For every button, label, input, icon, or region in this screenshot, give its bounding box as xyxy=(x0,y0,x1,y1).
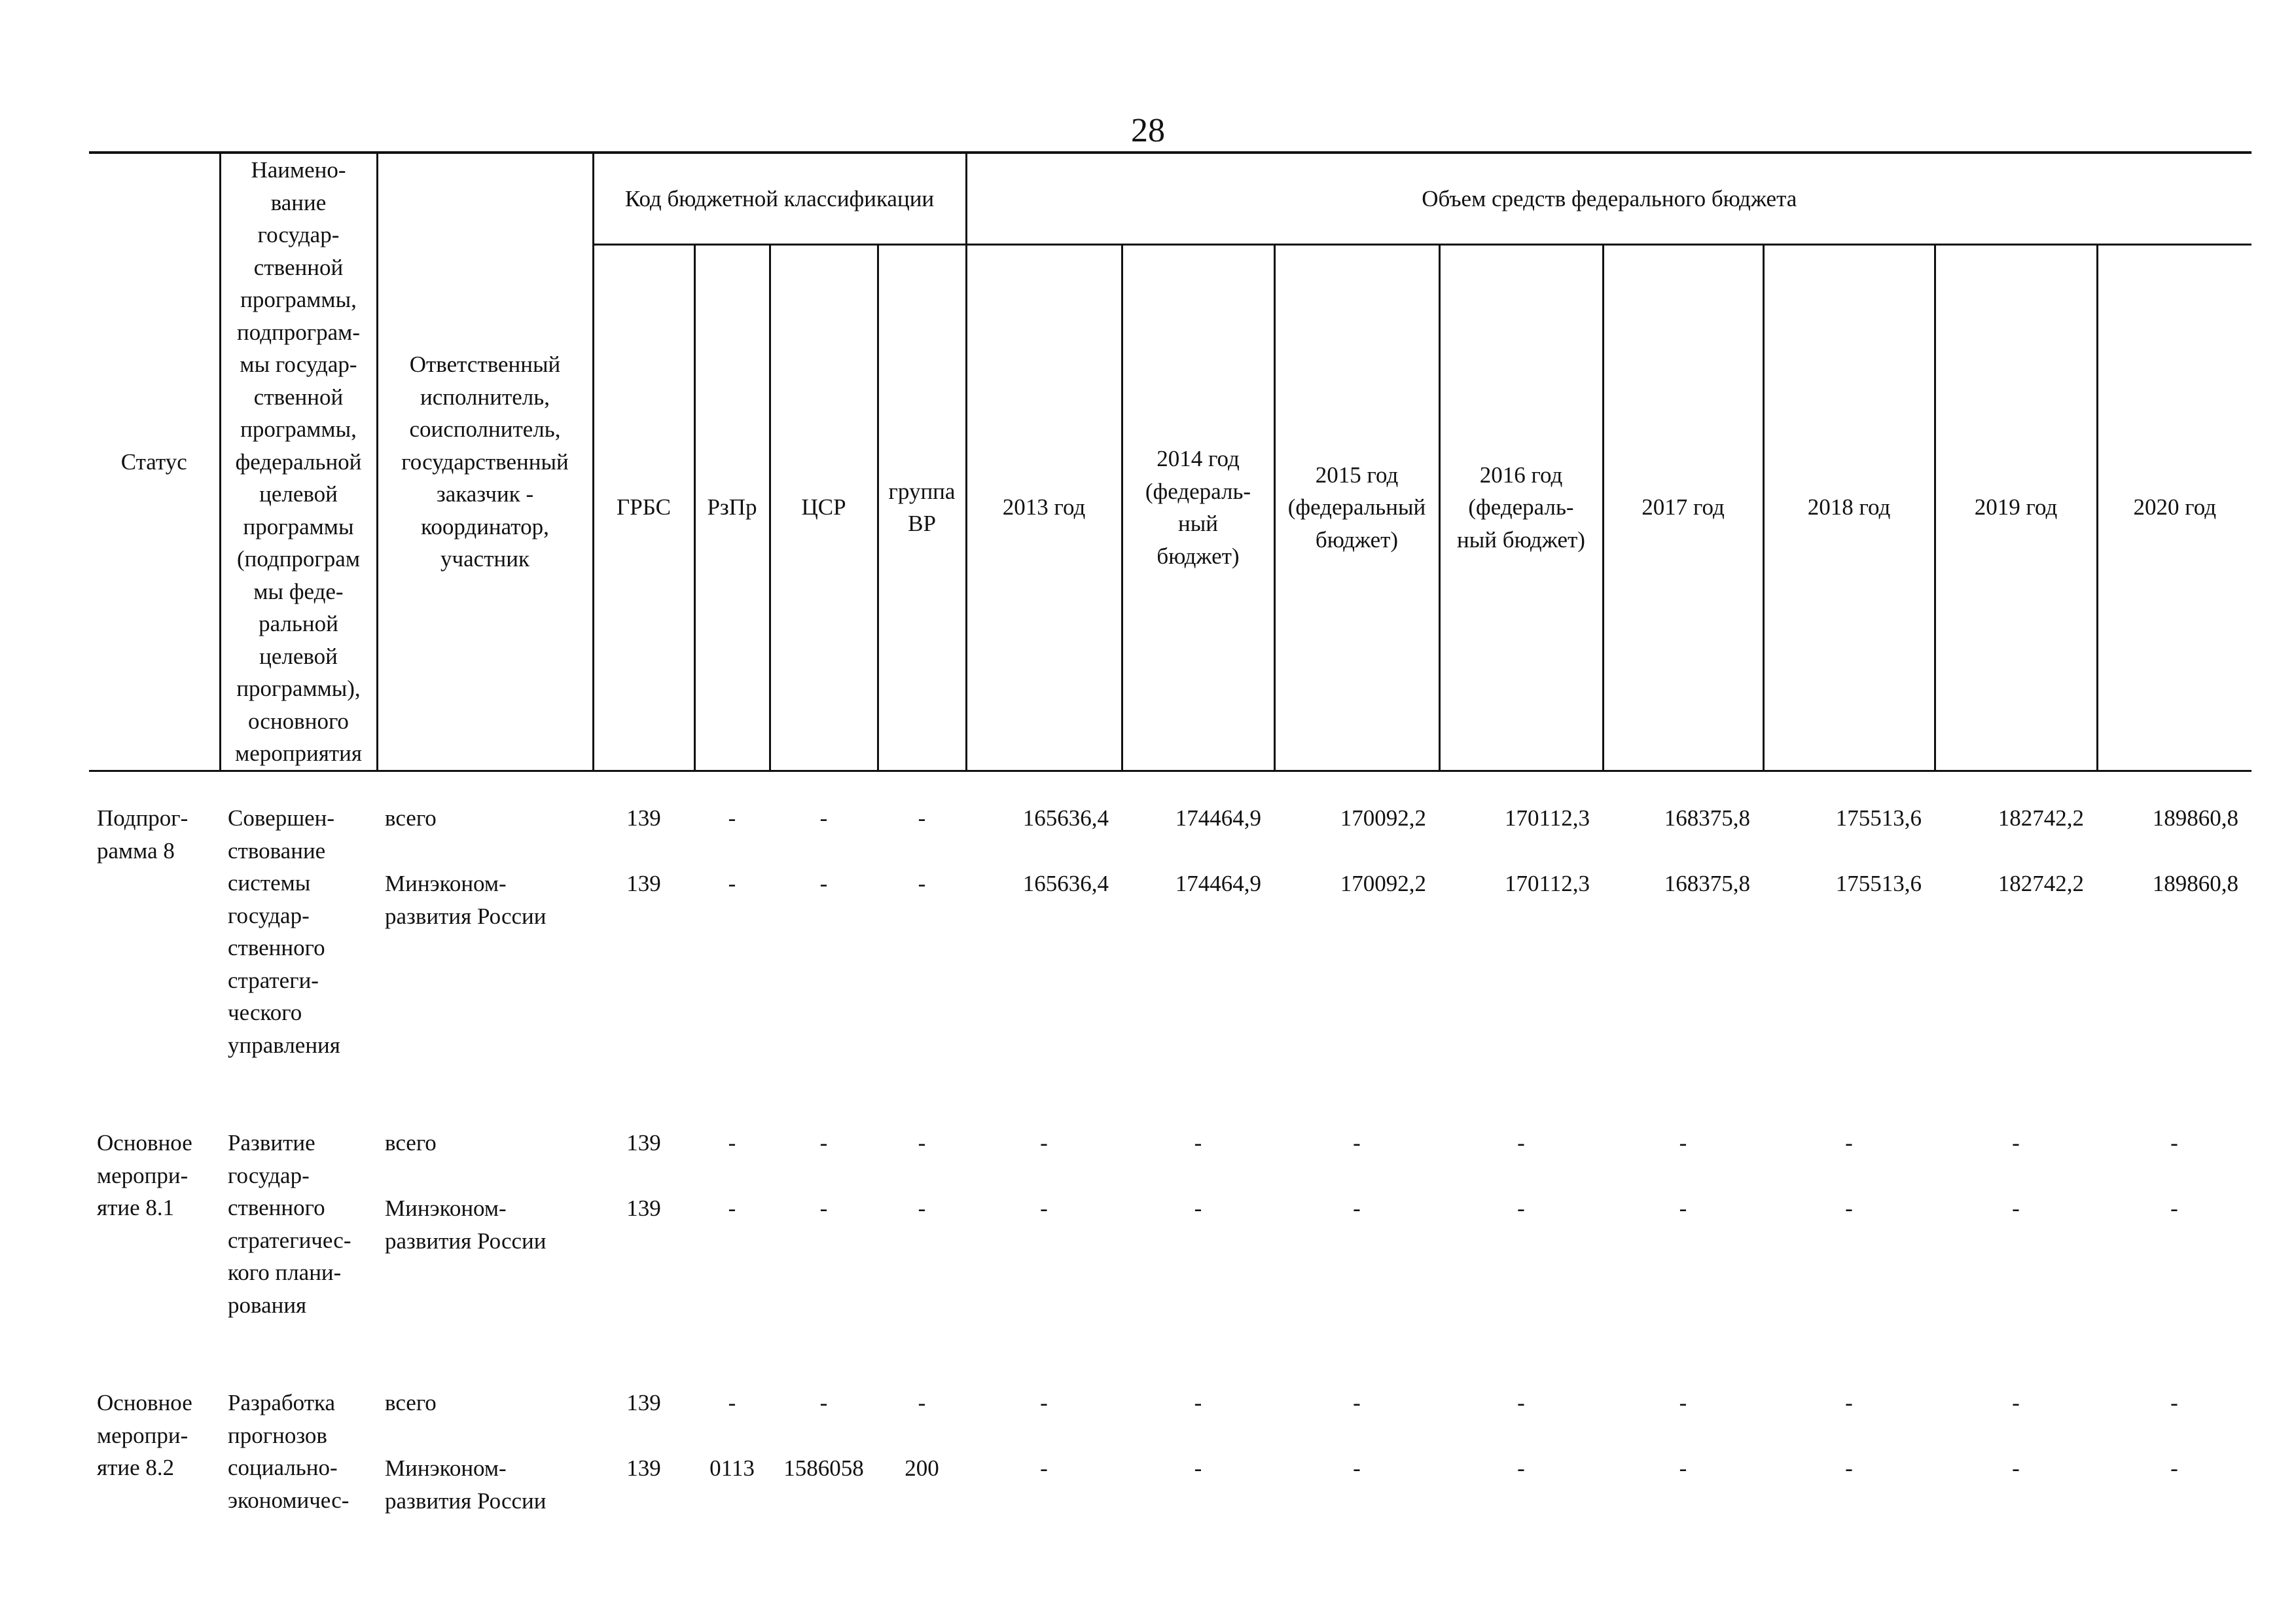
row-value-2017: - xyxy=(1679,1195,1687,1221)
row-rzpr: - xyxy=(728,871,736,896)
row-value-2016: 170112,3 xyxy=(1505,871,1590,896)
row-responsible: Минэконом- развития России xyxy=(385,1195,547,1254)
table-body xyxy=(89,802,2251,1517)
row-status: Подпрог- рамма 8 xyxy=(97,805,188,864)
row-value-2014: - xyxy=(1194,1390,1202,1415)
row-value-2020: - xyxy=(2170,1130,2178,1156)
row-value-2015: - xyxy=(1353,1195,1361,1221)
header-year-2015: 2015 год (федеральный бюджет) xyxy=(1274,244,1439,771)
header-csr: ЦСР xyxy=(770,244,878,771)
table-header xyxy=(89,151,2251,772)
table-row xyxy=(89,1192,2251,1321)
row-value-2017: 168375,8 xyxy=(1664,871,1750,896)
row-value-2018: - xyxy=(1845,1130,1853,1156)
row-grbs: 139 xyxy=(626,1195,661,1221)
row-value-2019: - xyxy=(2012,1195,2020,1221)
header-year-2017: 2017 год xyxy=(1603,244,1763,771)
row-value-2015: 170092,2 xyxy=(1340,871,1426,896)
row-spacer xyxy=(89,1321,2251,1387)
row-value-2013: - xyxy=(1040,1130,1048,1156)
header-budget-volume: Объем средств федерального бюджета xyxy=(966,153,2251,244)
row-vr: - xyxy=(918,1130,926,1156)
row-grbs: 139 xyxy=(626,805,661,831)
row-responsible: всего xyxy=(385,1390,437,1415)
row-status: Основное меропри- ятие 8.1 xyxy=(97,1130,192,1220)
row-value-2014: 174464,9 xyxy=(1175,805,1261,831)
table-row xyxy=(89,1387,2251,1452)
row-value-2017: 168375,8 xyxy=(1664,805,1750,831)
row-value-2017: - xyxy=(1679,1130,1687,1156)
row-value-2019: 182742,2 xyxy=(1998,805,2084,831)
row-csr: 1586058 xyxy=(783,1455,864,1481)
header-grbs: ГРБС xyxy=(593,244,694,771)
row-value-2016: - xyxy=(1517,1195,1525,1221)
table-row xyxy=(89,1452,2251,1517)
header-year-2013: 2013 год xyxy=(966,244,1122,771)
row-csr: - xyxy=(819,1130,828,1156)
row-value-2019: 182742,2 xyxy=(1998,871,2084,896)
row-rzpr: - xyxy=(728,1390,736,1415)
row-value-2019: - xyxy=(2012,1130,2020,1156)
row-value-2019: - xyxy=(2012,1390,2020,1415)
row-responsible: всего xyxy=(385,805,437,831)
row-grbs: 139 xyxy=(626,1130,661,1156)
row-value-2014: - xyxy=(1194,1455,1202,1481)
table-row xyxy=(89,802,2251,867)
row-rzpr: - xyxy=(728,1195,736,1221)
row-value-2018: - xyxy=(1845,1390,1853,1415)
row-vr: - xyxy=(918,805,926,831)
row-value-2020: - xyxy=(2170,1455,2178,1481)
row-vr: - xyxy=(918,1390,926,1415)
row-name: Совершен- ствование системы государ- ственного стратеги- ческого управления xyxy=(228,805,340,1058)
row-spacer xyxy=(89,1061,2251,1127)
row-value-2015: - xyxy=(1353,1130,1361,1156)
row-value-2018: - xyxy=(1845,1455,1853,1481)
header-rzpr: РзПр xyxy=(694,244,770,771)
header-responsible: Ответственный исполнитель, соисполнитель, государственный заказчик - координатор, участник xyxy=(377,153,593,771)
row-value-2020: - xyxy=(2170,1390,2178,1415)
row-value-2013: 165636,4 xyxy=(1022,805,1109,831)
row-value-2016: - xyxy=(1517,1390,1525,1415)
header-year-2018: 2018 год xyxy=(1763,244,1935,771)
row-grbs: 139 xyxy=(626,1455,661,1481)
row-name: Разработка прогнозов социально- экономичес- xyxy=(228,1390,350,1513)
row-value-2013: - xyxy=(1040,1455,1048,1481)
header-year-2014: 2014 год (федераль- ный бюджет) xyxy=(1122,244,1274,771)
row-value-2014: - xyxy=(1194,1130,1202,1156)
row-responsible: Минэконом- развития России xyxy=(385,871,547,929)
row-rzpr: 0113 xyxy=(709,1455,755,1481)
row-value-2017: - xyxy=(1679,1390,1687,1415)
table-row xyxy=(89,1127,2251,1192)
header-year-2016: 2016 год (федераль- ный бюджет) xyxy=(1439,244,1603,771)
row-vr: - xyxy=(918,871,926,896)
row-grbs: 139 xyxy=(626,1390,661,1415)
row-grbs: 139 xyxy=(626,871,661,896)
row-value-2020: 189860,8 xyxy=(2152,871,2238,896)
header-vr: группа ВР xyxy=(878,244,966,771)
row-value-2018: - xyxy=(1845,1195,1853,1221)
header-status: Статус xyxy=(89,153,220,771)
header-name: Наимено- вание государ- ственной программы, подпрограм- мы государ- ственной программы, федеральной целевой программы (подпрограм мы феде- ральной целевой программы), основного мероприятия xyxy=(220,153,377,771)
header-year-2020: 2020 год xyxy=(2097,244,2251,771)
row-value-2017: - xyxy=(1679,1455,1687,1481)
row-value-2019: - xyxy=(2012,1455,2020,1481)
row-csr: - xyxy=(819,871,828,896)
row-value-2015: 170092,2 xyxy=(1340,805,1426,831)
row-value-2018: 175513,6 xyxy=(1835,805,1922,831)
row-value-2015: - xyxy=(1353,1455,1361,1481)
row-vr: 200 xyxy=(905,1455,939,1481)
row-value-2016: - xyxy=(1517,1130,1525,1156)
row-responsible: всего xyxy=(385,1130,437,1156)
row-responsible: Минэконом- развития России xyxy=(385,1455,547,1514)
header-year-2019: 2019 год xyxy=(1935,244,2097,771)
row-rzpr: - xyxy=(728,1130,736,1156)
row-value-2013: - xyxy=(1040,1390,1048,1415)
row-status: Основное меропри- ятие 8.2 xyxy=(97,1390,192,1480)
header-budget-code: Код бюджетной классификации xyxy=(593,153,966,244)
row-value-2014: 174464,9 xyxy=(1175,871,1261,896)
row-value-2015: - xyxy=(1353,1390,1361,1415)
row-value-2020: - xyxy=(2170,1195,2178,1221)
row-name: Развитие государ- ственного стратегичес- кого плани- рования xyxy=(228,1130,351,1318)
page-number: 28 xyxy=(1131,112,1165,149)
row-value-2016: - xyxy=(1517,1455,1525,1481)
row-value-2018: 175513,6 xyxy=(1835,871,1922,896)
row-vr: - xyxy=(918,1195,926,1221)
row-csr: - xyxy=(819,1390,828,1415)
row-value-2014: - xyxy=(1194,1195,1202,1221)
row-rzpr: - xyxy=(728,805,736,831)
row-csr: - xyxy=(819,1195,828,1221)
table-row xyxy=(89,867,2251,1061)
row-value-2013: 165636,4 xyxy=(1022,871,1109,896)
row-value-2013: - xyxy=(1040,1195,1048,1221)
row-value-2020: 189860,8 xyxy=(2152,805,2238,831)
row-value-2016: 170112,3 xyxy=(1505,805,1590,831)
row-csr: - xyxy=(819,805,828,831)
